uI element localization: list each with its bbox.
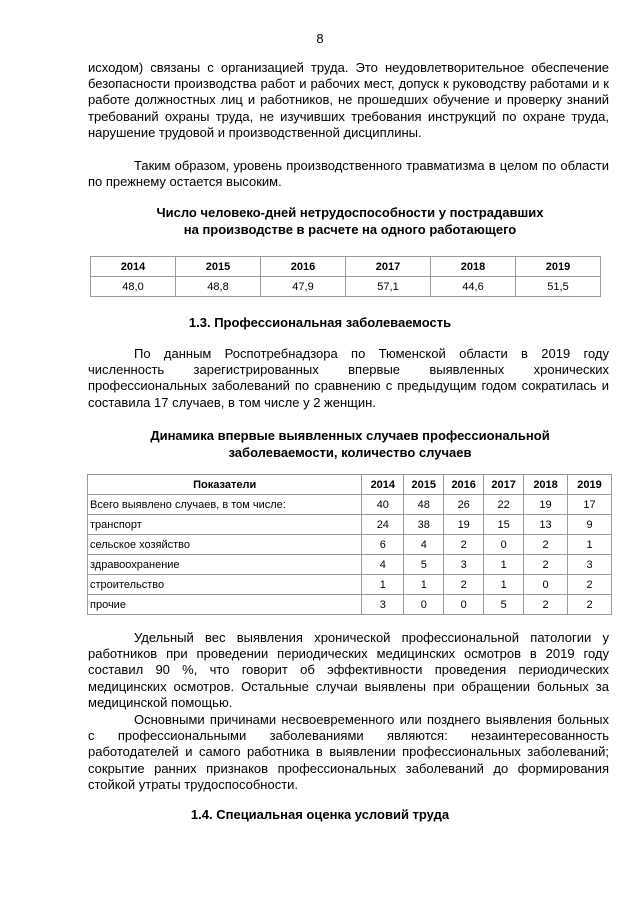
table-cell: 1 — [484, 575, 524, 595]
table-cell: 38 — [404, 515, 444, 535]
table-cell: 40 — [362, 495, 404, 515]
table-cell: 5 — [404, 555, 444, 575]
table-cell: 4 — [362, 555, 404, 575]
year-header: 2017 — [346, 257, 431, 277]
table1-caption-line2: на производстве в расчете на одного работающего — [183, 221, 517, 237]
table1-value-row — [91, 277, 601, 297]
table-cell: 2 — [568, 595, 612, 615]
table2-caption-line2: заболеваемости, количество случаев — [228, 444, 472, 460]
row-label: здравоохранение — [88, 555, 362, 575]
row-label: сельское хозяйство — [88, 535, 362, 555]
table1-caption — [60, 205, 640, 238]
row-label: транспорт — [88, 515, 362, 535]
section-1-3-heading: 1.3. Профессиональная заболеваемость — [188, 315, 452, 330]
table2-caption — [60, 428, 640, 461]
row-label: Всего выявлено случаев, в том числе: — [88, 495, 362, 515]
table-cell: 44,6 — [431, 277, 516, 297]
table-row — [88, 515, 612, 535]
table-cell: 48,0 — [91, 277, 176, 297]
table-row — [88, 575, 612, 595]
table-cell: 2 — [444, 575, 484, 595]
table-cell: 2 — [444, 535, 484, 555]
table-cell: 2 — [524, 595, 568, 615]
year-header: 2015 — [176, 257, 261, 277]
table-cell: 3 — [362, 595, 404, 615]
table-cell: 1 — [568, 535, 612, 555]
table-cell: 22 — [484, 495, 524, 515]
table-cell: 2 — [568, 575, 612, 595]
table-cell: 0 — [524, 575, 568, 595]
share-paragraph: Удельный вес выявления хронической профессиональной патологии у работников при проведении периодических медицинских осмотров в 2019 году составил 90 %, что говорит об эффективности проведения периодических медицинских осмотров. Остальные случаи выявлены при обращении больных за медицинской помощью. — [88, 630, 609, 710]
row-label: прочие — [88, 595, 362, 615]
table-cell: 47,9 — [261, 277, 346, 297]
reasons-paragraph: Основными причинами несвоевременного или позднего выявления больных с профессиональными заболеваниями являются: незаинтересованность работодателей и самого работника в выявлении профессиональных заболеваний; сокрытие ранних признаков профессиональных заболеваний до формирования стойкой утраты трудоспособности. — [88, 712, 609, 792]
table-cell: 6 — [362, 535, 404, 555]
column-header: 2017 — [484, 475, 524, 495]
table1-caption-line1: Число человеко-дней нетрудоспособности у пострадавших — [156, 205, 544, 220]
column-header: 2019 — [568, 475, 612, 495]
year-header: 2014 — [91, 257, 176, 277]
table1-header-row — [91, 257, 601, 277]
column-header: 2014 — [362, 475, 404, 495]
table-cell: 15 — [484, 515, 524, 535]
table-cell: 24 — [362, 515, 404, 535]
table-cell: 2 — [524, 535, 568, 555]
year-header: 2016 — [261, 257, 346, 277]
days-lost-table — [90, 256, 601, 297]
table-cell: 1 — [484, 555, 524, 575]
year-header: 2018 — [431, 257, 516, 277]
conclusion-paragraph: Таким образом, уровень производственного травматизма в целом по области по прежнему остается высоким. — [88, 158, 609, 190]
section-1-3-paragraph: По данным Роспотребнадзора по Тюменской области в 2019 году численность зарегистрированных впервые выявленных хронических профессиональных заболеваний по сравнению с предыдущим годом сократилась и составила 17 случаев, в том числе у 2 женщин. — [88, 346, 609, 410]
column-header: 2015 — [404, 475, 444, 495]
page-number: 8 — [316, 31, 324, 46]
table-cell: 3 — [444, 555, 484, 575]
table-cell: 13 — [524, 515, 568, 535]
table-cell: 19 — [524, 495, 568, 515]
table-cell: 2 — [524, 555, 568, 575]
table2-caption-line1: Динамика впервые выявленных случаев профессиональной — [150, 428, 550, 443]
table-row — [88, 495, 612, 515]
table-cell: 48,8 — [176, 277, 261, 297]
table-cell: 1 — [362, 575, 404, 595]
table-cell: 19 — [444, 515, 484, 535]
table-cell: 3 — [568, 555, 612, 575]
table-cell: 17 — [568, 495, 612, 515]
row-label: строительство — [88, 575, 362, 595]
table-row — [88, 595, 612, 615]
table-cell: 51,5 — [516, 277, 601, 297]
table2-header-row — [88, 475, 612, 495]
column-header: 2016 — [444, 475, 484, 495]
table-cell: 0 — [484, 535, 524, 555]
table-cell: 0 — [404, 595, 444, 615]
table-cell: 1 — [404, 575, 444, 595]
year-header: 2019 — [516, 257, 601, 277]
table-cell: 9 — [568, 515, 612, 535]
occupational-disease-table — [87, 474, 612, 615]
table-cell: 26 — [444, 495, 484, 515]
table-cell: 57,1 — [346, 277, 431, 297]
intro-paragraph: исходом) связаны с организацией труда. Это неудовлетворительное обеспечение безопасности производства работ и рабочих мест, допуск к руководству работами и к работе должностных лиц и работников, не прошедших обучение и проверку знаний требований охраны труда, не изучивших требования инструкций по охране труда, нарушение трудовой и производственной дисциплины. — [88, 60, 609, 140]
table-cell: 4 — [404, 535, 444, 555]
table-cell: 5 — [484, 595, 524, 615]
table-row — [88, 535, 612, 555]
column-header: 2018 — [524, 475, 568, 495]
table-row — [88, 555, 612, 575]
section-1-4-heading: 1.4. Специальная оценка условий труда — [190, 807, 450, 822]
column-header: Показатели — [88, 475, 362, 495]
table-cell: 48 — [404, 495, 444, 515]
table-cell: 0 — [444, 595, 484, 615]
